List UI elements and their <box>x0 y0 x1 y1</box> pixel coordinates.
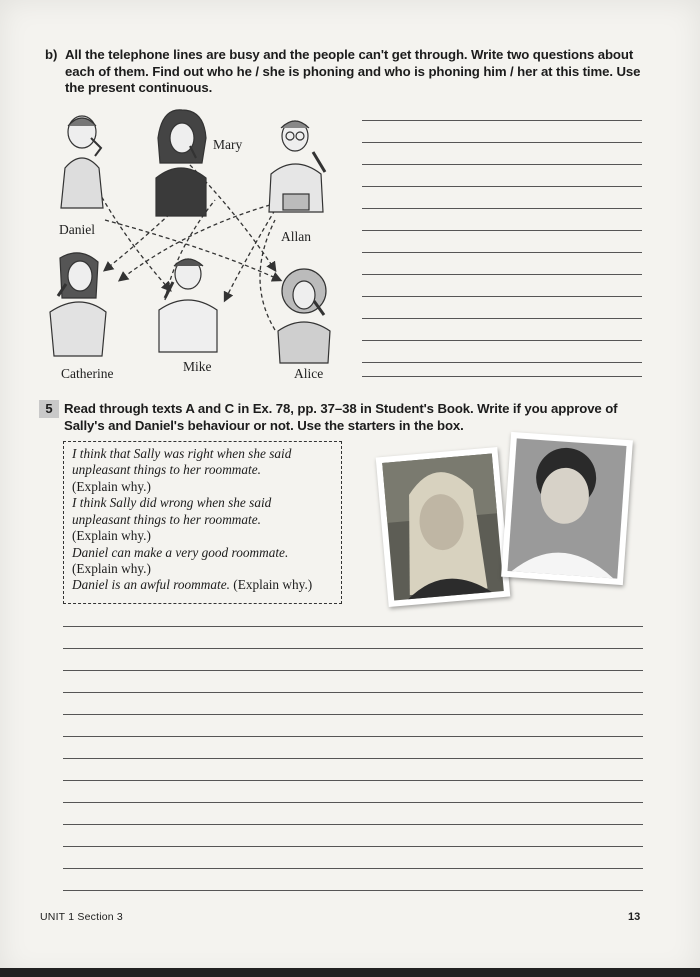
answer-line[interactable] <box>362 208 642 209</box>
answer-line[interactable] <box>63 714 643 715</box>
starter-line-9: Daniel is an awful roommate. (Explain why.) <box>72 577 313 592</box>
answer-line[interactable] <box>362 252 642 253</box>
boy-portrait-image <box>501 432 633 585</box>
starter-line-8: (Explain why.) <box>72 561 151 576</box>
answer-line[interactable] <box>63 648 643 649</box>
alice-figure <box>268 265 338 365</box>
answer-line[interactable] <box>362 230 642 231</box>
answer-line[interactable] <box>362 340 642 341</box>
catherine-name: Catherine <box>61 366 114 381</box>
answer-line[interactable] <box>362 376 642 377</box>
answer-line[interactable] <box>362 362 642 363</box>
mary-figure <box>152 108 210 218</box>
starter-line-2: unpleasant things to her roommate. <box>72 462 261 477</box>
starter-line-6: (Explain why.) <box>72 528 151 543</box>
mike-name: Mike <box>183 359 212 374</box>
answer-line[interactable] <box>63 670 643 671</box>
mary-name: Mary <box>213 137 243 152</box>
answer-line[interactable] <box>63 780 643 781</box>
answer-line[interactable] <box>362 164 642 165</box>
answer-line[interactable] <box>63 626 643 627</box>
answer-line[interactable] <box>63 824 643 825</box>
starter-line-7: Daniel can make a very good roommate. <box>72 545 289 560</box>
girl-portrait-image <box>376 447 511 607</box>
exercise-b-text: All the telephone lines are busy and the people can't get through. Write two questions about each of them. Find out who he / she is phoning and who is phoning him / her at this time. Use the present continuous. <box>65 47 641 95</box>
answer-line[interactable] <box>63 846 643 847</box>
catherine-figure <box>40 248 110 360</box>
answer-line[interactable] <box>63 868 643 869</box>
starter-line-5: unpleasant things to her roommate. <box>72 512 261 527</box>
photo-girl <box>376 447 511 607</box>
daniel-name: Daniel <box>59 222 95 237</box>
answer-line[interactable] <box>362 274 642 275</box>
footer-page-number: 13 <box>628 911 641 923</box>
answer-line[interactable] <box>63 758 643 759</box>
allan-name: Allan <box>281 229 311 244</box>
answer-line[interactable] <box>362 142 642 143</box>
footer-unit-section: UNIT 1 Section 3 <box>40 911 123 923</box>
answer-line[interactable] <box>63 890 643 891</box>
scan-bottom-edge <box>0 968 700 977</box>
starter-line-1: I think that Sally was right when she said <box>72 446 292 461</box>
exercise-b-label: b) <box>45 47 58 62</box>
answer-line[interactable] <box>63 692 643 693</box>
daniel-figure <box>55 108 110 213</box>
exercise-5-number: 5 <box>39 400 59 418</box>
starter-line-3: (Explain why.) <box>72 479 151 494</box>
answer-line[interactable] <box>63 802 643 803</box>
allan-figure <box>263 112 333 222</box>
answer-line[interactable] <box>362 318 642 319</box>
alice-name: Alice <box>294 366 324 381</box>
exercise-b-instructions <box>45 47 645 97</box>
starter-line-4: I think Sally did wrong when she said <box>72 495 272 510</box>
answer-line[interactable] <box>362 296 642 297</box>
answer-line[interactable] <box>63 736 643 737</box>
answer-line[interactable] <box>362 120 642 121</box>
answer-line[interactable] <box>362 186 642 187</box>
exercise-5-instructions: Read through texts A and C in Ex. 78, pp. 37–38 in Student's Book. Write if you approve of Sally's and Daniel's behaviour or not. Use the starters in the box. <box>64 401 618 433</box>
photo-boy <box>501 432 633 585</box>
mike-figure <box>153 252 223 357</box>
